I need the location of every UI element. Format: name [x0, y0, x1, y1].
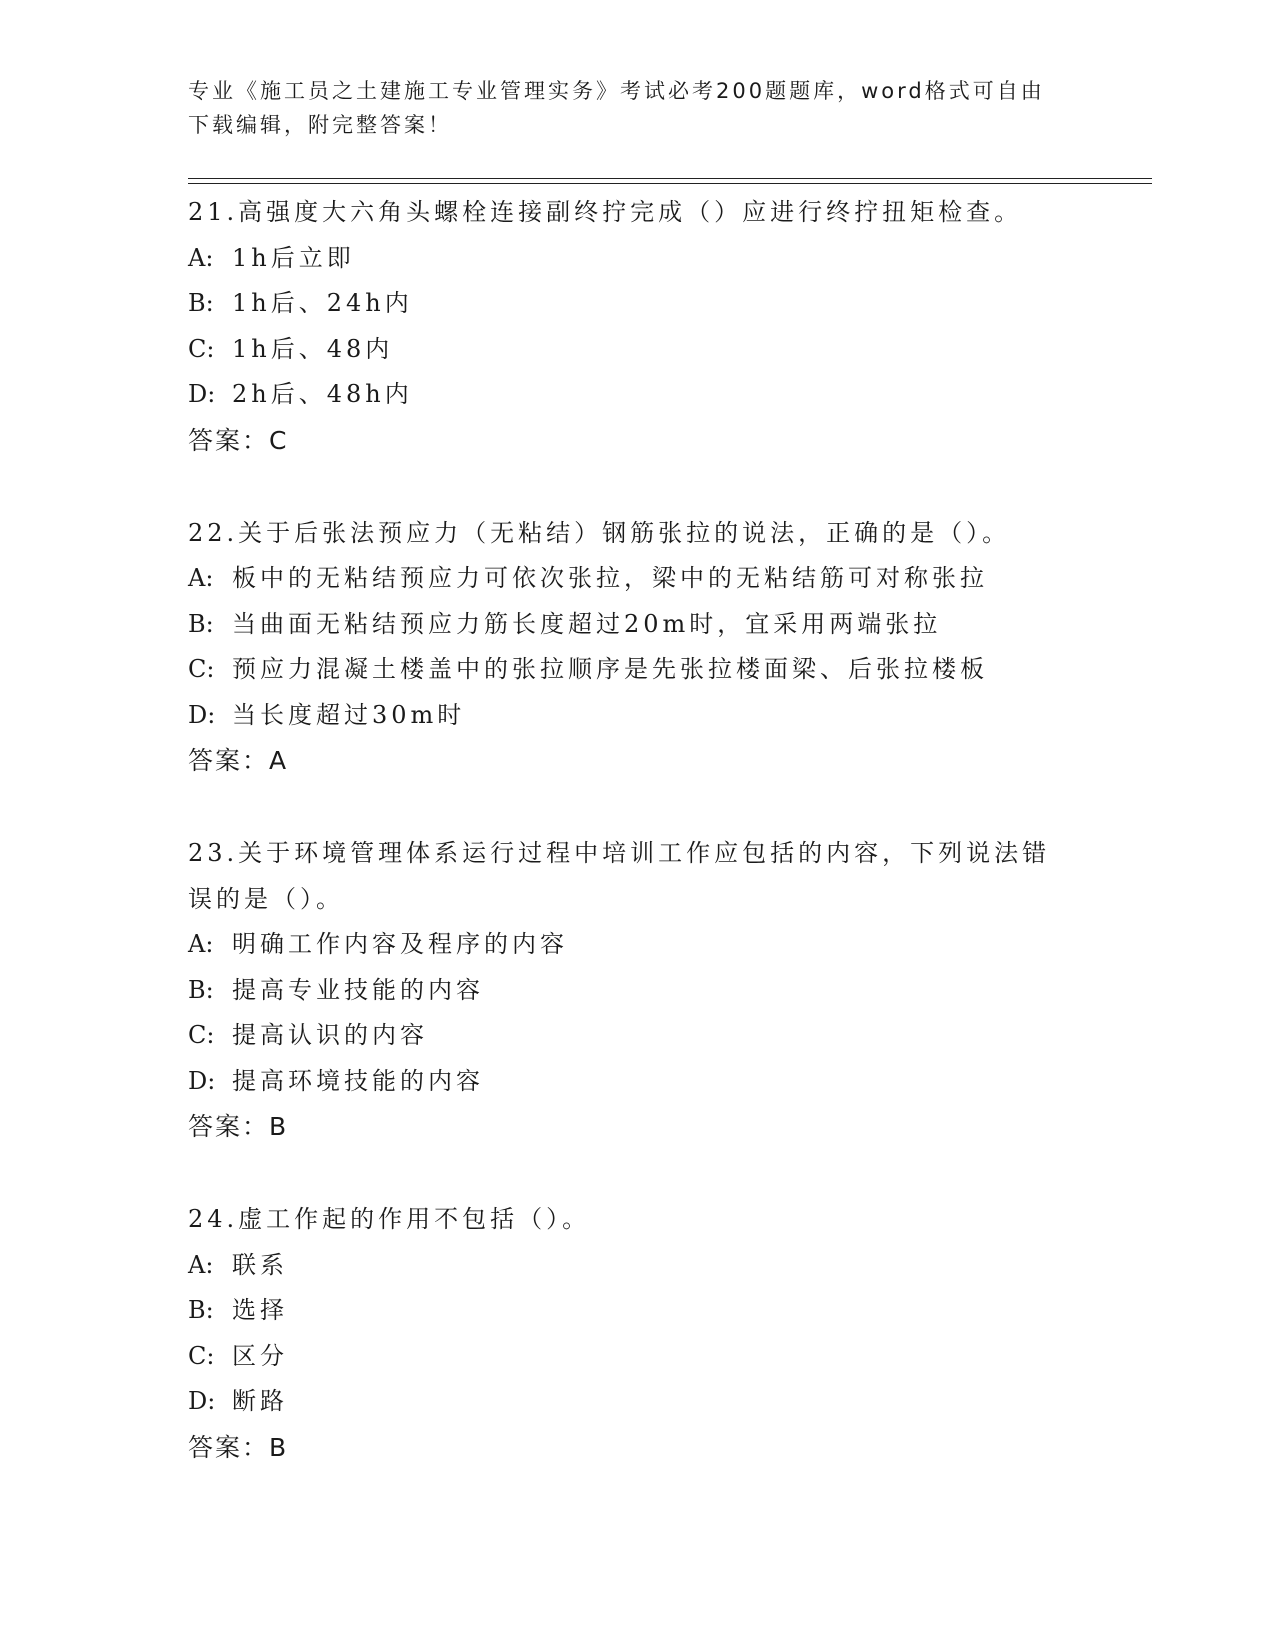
- question-number: 24.: [188, 1205, 239, 1233]
- option-c: [188, 327, 1088, 373]
- answer: [188, 1425, 1088, 1471]
- option-b: [188, 1288, 1088, 1334]
- option-text: 当曲面无粘结预应力筋长度超过20m时，宜采用两端张拉: [232, 609, 942, 638]
- option-letter: D:: [188, 1066, 216, 1095]
- question-22: [188, 511, 1088, 785]
- option-b: [188, 602, 1088, 648]
- option-text: 1h后立即: [232, 243, 355, 272]
- question-text: 高强度大六角头螺栓连接副终拧完成（）应进行终拧扭矩检查。: [238, 198, 1023, 226]
- option-letter: D:: [188, 1387, 216, 1415]
- answer-value: A: [269, 746, 289, 775]
- option-text: 提高环境技能的内容: [232, 1066, 484, 1095]
- option-b: [188, 281, 1088, 327]
- question-number: 23.: [188, 839, 239, 867]
- question-24: [188, 1197, 1088, 1471]
- answer-label: 答案：: [188, 425, 270, 455]
- option-letter: C:: [188, 334, 215, 363]
- question-number: 22.: [188, 518, 239, 547]
- header-divider-bottom: [188, 183, 1152, 184]
- question-21: [188, 190, 1088, 464]
- question-stem: [188, 511, 1088, 557]
- answer-value: B: [269, 1432, 289, 1462]
- answer-label: 答案：: [188, 746, 270, 775]
- answer-value: B: [269, 1112, 289, 1141]
- option-letter: A:: [188, 564, 214, 592]
- question-23: [188, 831, 1088, 1150]
- option-text: 1h后、24h内: [232, 289, 413, 317]
- question-text: 关于环境管理体系运行过程中培训工作应包括的内容，下列说法错误的是（）。: [188, 839, 1051, 913]
- option-c: [188, 1334, 1088, 1380]
- option-d: [188, 693, 1088, 739]
- option-d: [188, 1379, 1088, 1425]
- option-text: 断路: [232, 1387, 288, 1415]
- answer: [188, 1104, 1088, 1150]
- answer-value: C: [269, 425, 289, 455]
- option-letter: A:: [188, 1250, 214, 1279]
- answer: [188, 738, 1088, 784]
- answer: [188, 418, 1088, 464]
- option-c: [188, 647, 1088, 693]
- option-text: 明确工作内容及程序的内容: [232, 930, 568, 958]
- option-c: [188, 1013, 1088, 1059]
- question-number: 21.: [188, 198, 239, 226]
- option-letter: B:: [188, 975, 214, 1004]
- option-letter: C:: [188, 655, 215, 683]
- option-text: 当长度超过30m时: [232, 700, 466, 729]
- option-letter: D:: [188, 700, 216, 729]
- answer-label: 答案：: [188, 1432, 270, 1462]
- document-header: 专业《施工员之土建施工专业管理实务》考试必考200题题库，word格式可自由下载编辑，附完整答案！: [188, 79, 1045, 137]
- option-text: 提高认识的内容: [232, 1021, 428, 1049]
- option-text: 选择: [232, 1296, 288, 1324]
- question-stem: [188, 1197, 1088, 1243]
- question-text: 虚工作起的作用不包括（）。: [238, 1205, 591, 1233]
- option-text: 区分: [232, 1341, 288, 1370]
- answer-label: 答案：: [188, 1112, 270, 1141]
- question-text: 关于后张法预应力（无粘结）钢筋张拉的说法，正确的是（）。: [238, 518, 1011, 547]
- header-divider-top: [188, 178, 1152, 179]
- option-text: 联系: [232, 1250, 288, 1279]
- option-a: [188, 922, 1088, 968]
- option-a: [188, 556, 1088, 602]
- question-stem: [188, 190, 1088, 236]
- option-b: [188, 968, 1088, 1014]
- option-letter: D:: [188, 380, 216, 408]
- option-text: 1h后、48内: [232, 334, 394, 363]
- option-text: 2h后、48h内: [232, 380, 413, 408]
- option-text: 预应力混凝土楼盖中的张拉顺序是先张拉楼面梁、后张拉楼板: [232, 655, 988, 683]
- option-letter: C:: [188, 1021, 215, 1049]
- option-text: 板中的无粘结预应力可依次张拉，梁中的无粘结筋可对称张拉: [232, 564, 988, 592]
- option-d: [188, 1059, 1088, 1105]
- option-letter: C:: [188, 1341, 215, 1370]
- question-stem: [188, 831, 1068, 922]
- option-a: [188, 1243, 1088, 1289]
- option-letter: A:: [188, 930, 214, 958]
- option-text: 提高专业技能的内容: [232, 975, 484, 1004]
- option-letter: B:: [188, 1296, 214, 1324]
- option-d: [188, 372, 1088, 418]
- option-a: [188, 236, 1088, 282]
- question-list: [188, 190, 1088, 1518]
- option-letter: B:: [188, 609, 214, 638]
- option-letter: A:: [188, 243, 214, 272]
- option-letter: B:: [188, 289, 214, 317]
